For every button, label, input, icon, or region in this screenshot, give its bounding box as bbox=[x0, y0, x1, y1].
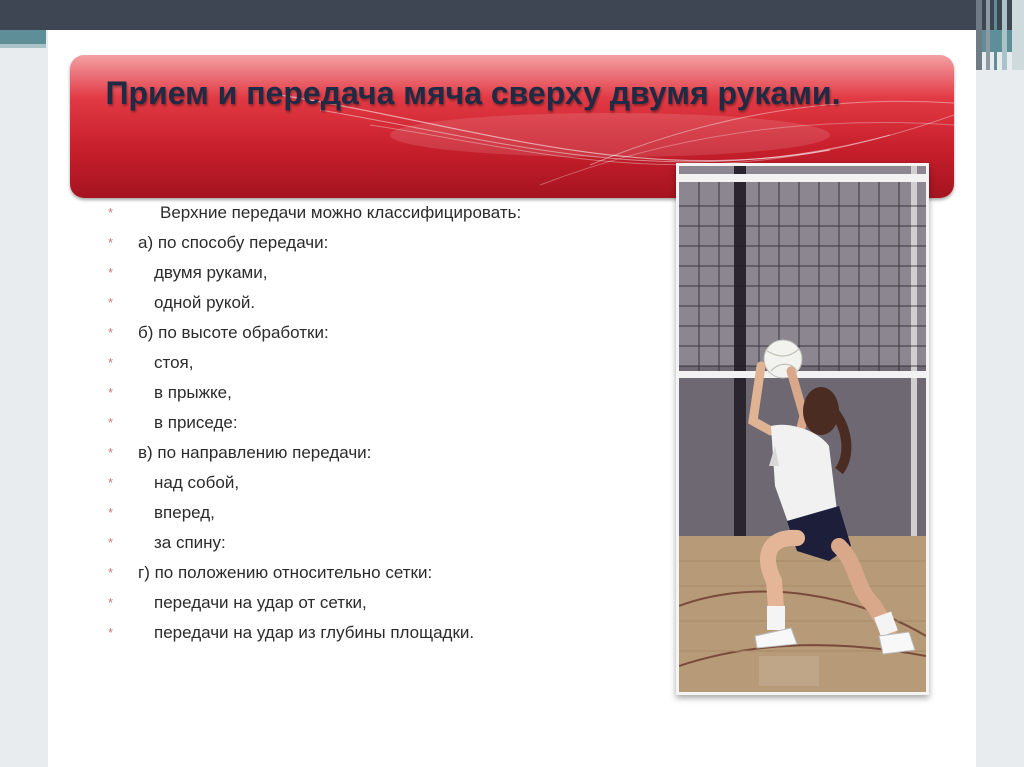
bullet-icon: * bbox=[108, 325, 114, 340]
list-item-text: за спину: bbox=[154, 533, 226, 552]
list-item-text: над собой, bbox=[154, 473, 240, 492]
bullet-icon: * bbox=[108, 595, 114, 610]
bullet-icon: * bbox=[108, 265, 114, 280]
list-item-text: Верхние передачи можно классифицировать: bbox=[160, 203, 522, 222]
bullet-icon: * bbox=[108, 385, 114, 400]
list-item-text: передачи на удар из глубины площадки. bbox=[154, 623, 475, 642]
list-item-text: б) по высоте обработки: bbox=[138, 323, 329, 342]
list-item-text: в прыжке, bbox=[154, 383, 232, 402]
bullet-icon: * bbox=[108, 445, 114, 460]
list-item-text: стоя, bbox=[154, 353, 194, 372]
list-item-text: вперед, bbox=[154, 503, 215, 522]
list-item-text: двумя руками, bbox=[154, 263, 268, 282]
list-item-text: одной рукой. bbox=[154, 293, 256, 312]
bullet-icon: * bbox=[108, 205, 114, 220]
left-accent-line bbox=[0, 44, 46, 48]
list-item-text: передачи на удар от сетки, bbox=[154, 593, 367, 612]
bullet-icon: * bbox=[108, 235, 114, 250]
bullet-icon: * bbox=[108, 505, 114, 520]
bullet-icon: * bbox=[108, 565, 114, 580]
bullet-icon: * bbox=[108, 535, 114, 550]
slide-title: Прием и передача мяча сверху двумя руками. bbox=[105, 75, 841, 111]
bullet-icon: * bbox=[108, 295, 114, 310]
left-accent-block bbox=[0, 30, 46, 44]
bullet-icon: * bbox=[108, 625, 114, 640]
list-item-text: г) по положению относительно сетки: bbox=[138, 563, 433, 582]
volleyball-player-photo bbox=[676, 163, 929, 695]
top-frame-bar bbox=[0, 0, 1024, 30]
list-item-text: а) по способу передачи: bbox=[138, 233, 329, 252]
right-stripes bbox=[976, 0, 1024, 70]
list-item-text: в приседе: bbox=[154, 413, 238, 432]
bullet-icon: * bbox=[108, 475, 114, 490]
list-item-text: в) по направлению передачи: bbox=[138, 443, 372, 462]
bullet-icon: * bbox=[108, 415, 114, 430]
bullet-icon: * bbox=[108, 355, 114, 370]
